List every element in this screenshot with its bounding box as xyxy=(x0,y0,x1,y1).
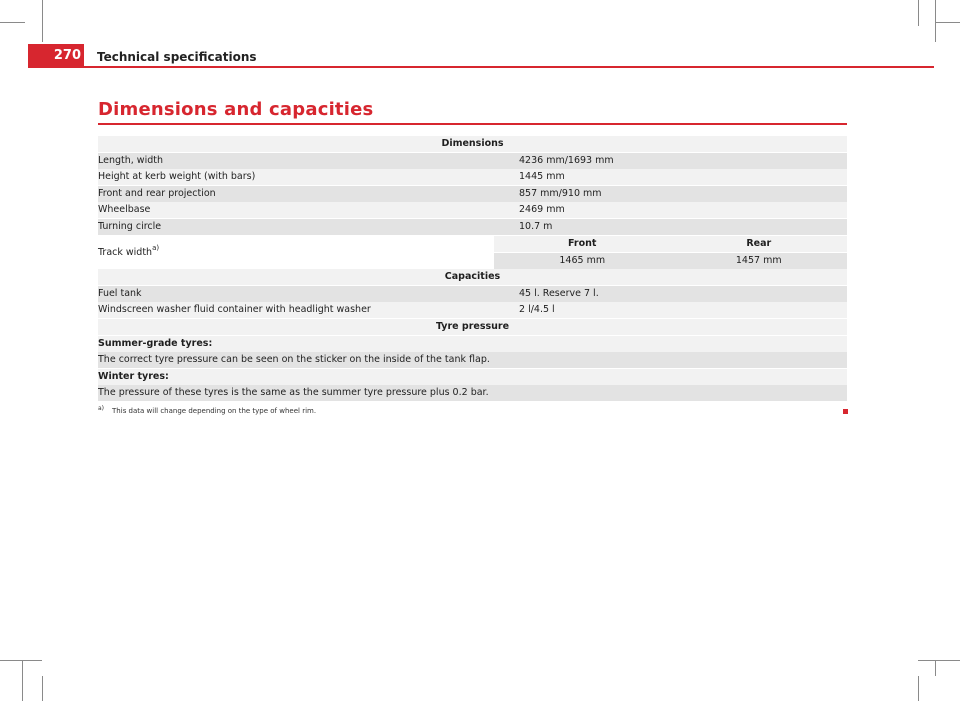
crop-mark xyxy=(0,660,42,661)
footnote-marker: a) xyxy=(98,405,105,412)
table-row xyxy=(98,169,847,185)
track-front-header: Front xyxy=(568,237,597,249)
section-rule xyxy=(98,123,847,125)
track-width-row xyxy=(98,236,847,269)
table-row xyxy=(98,352,847,368)
row-label: Windscreen washer fluid container with headlight washer xyxy=(98,304,371,316)
footnote-text: This data will change depending on the type of wheel rim. xyxy=(112,407,317,415)
row-value: 1445 mm xyxy=(519,171,565,183)
crop-mark xyxy=(935,22,960,23)
summer-tyres-label: Summer-grade tyres: xyxy=(98,337,213,349)
crop-mark xyxy=(918,660,960,661)
header-title: Technical specifications xyxy=(97,50,257,64)
capacities-heading-row xyxy=(98,269,847,285)
track-width-text: Track width xyxy=(98,246,153,258)
row-label: Turning circle xyxy=(98,220,162,232)
table-row xyxy=(98,286,847,302)
crop-mark xyxy=(918,676,919,701)
table-row xyxy=(98,219,847,235)
crop-mark xyxy=(935,660,936,676)
row-value: 45 l. Reserve 7 l. xyxy=(519,287,599,299)
crop-mark xyxy=(918,0,919,26)
crop-mark xyxy=(22,660,23,701)
footnote-ref: a) xyxy=(152,243,160,252)
track-width-grid xyxy=(494,236,847,269)
table-row xyxy=(98,186,847,202)
footnote xyxy=(98,406,316,416)
table-row xyxy=(98,302,847,318)
winter-tyres-text: The pressure of these tyres is the same as the summer tyre pressure plus 0.2 bar. xyxy=(98,387,489,399)
row-label: Height at kerb weight (with bars) xyxy=(98,171,256,183)
row-value: 857 mm/910 mm xyxy=(519,187,602,199)
row-label: Fuel tank xyxy=(98,287,142,299)
section-end-marker xyxy=(843,409,848,414)
track-front-value: 1465 mm xyxy=(559,254,606,266)
track-rear-value: 1457 mm xyxy=(735,254,782,266)
row-value: 10.7 m xyxy=(519,220,553,232)
row-value: 2 l/4.5 l xyxy=(519,304,555,316)
row-label: Length, width xyxy=(98,154,163,166)
table-row xyxy=(98,153,847,169)
dimensions-heading: Dimensions xyxy=(441,138,504,149)
table-row xyxy=(98,369,847,385)
track-header-row xyxy=(494,236,847,252)
page-number: 270 xyxy=(28,44,84,68)
tyre-pressure-heading-row xyxy=(98,319,847,335)
track-width-label xyxy=(98,236,494,269)
spec-table xyxy=(98,136,847,402)
row-label: Wheelbase xyxy=(98,204,151,216)
row-value: 4236 mm/1693 mm xyxy=(519,154,614,166)
section-title: Dimensions and capacities xyxy=(98,99,374,120)
tyre-pressure-heading: Tyre pressure xyxy=(435,320,510,332)
summer-tyres-text: The correct tyre pressure can be seen on the sticker on the inside of the tank flap. xyxy=(98,354,490,366)
winter-tyres-label: Winter tyres: xyxy=(98,370,169,382)
table-row xyxy=(98,336,847,352)
row-label: Front and rear projection xyxy=(98,187,216,199)
capacities-heading: Capacities xyxy=(444,271,501,283)
crop-mark xyxy=(42,0,43,42)
table-row xyxy=(98,385,847,401)
header-rule xyxy=(28,66,934,68)
track-value-row xyxy=(494,253,847,269)
crop-mark xyxy=(935,0,936,42)
crop-mark xyxy=(42,676,43,701)
track-rear-header: Rear xyxy=(746,237,772,249)
dimensions-heading-row xyxy=(98,136,847,152)
table-row xyxy=(98,202,847,218)
crop-mark xyxy=(0,22,25,23)
row-value: 2469 mm xyxy=(519,204,565,216)
